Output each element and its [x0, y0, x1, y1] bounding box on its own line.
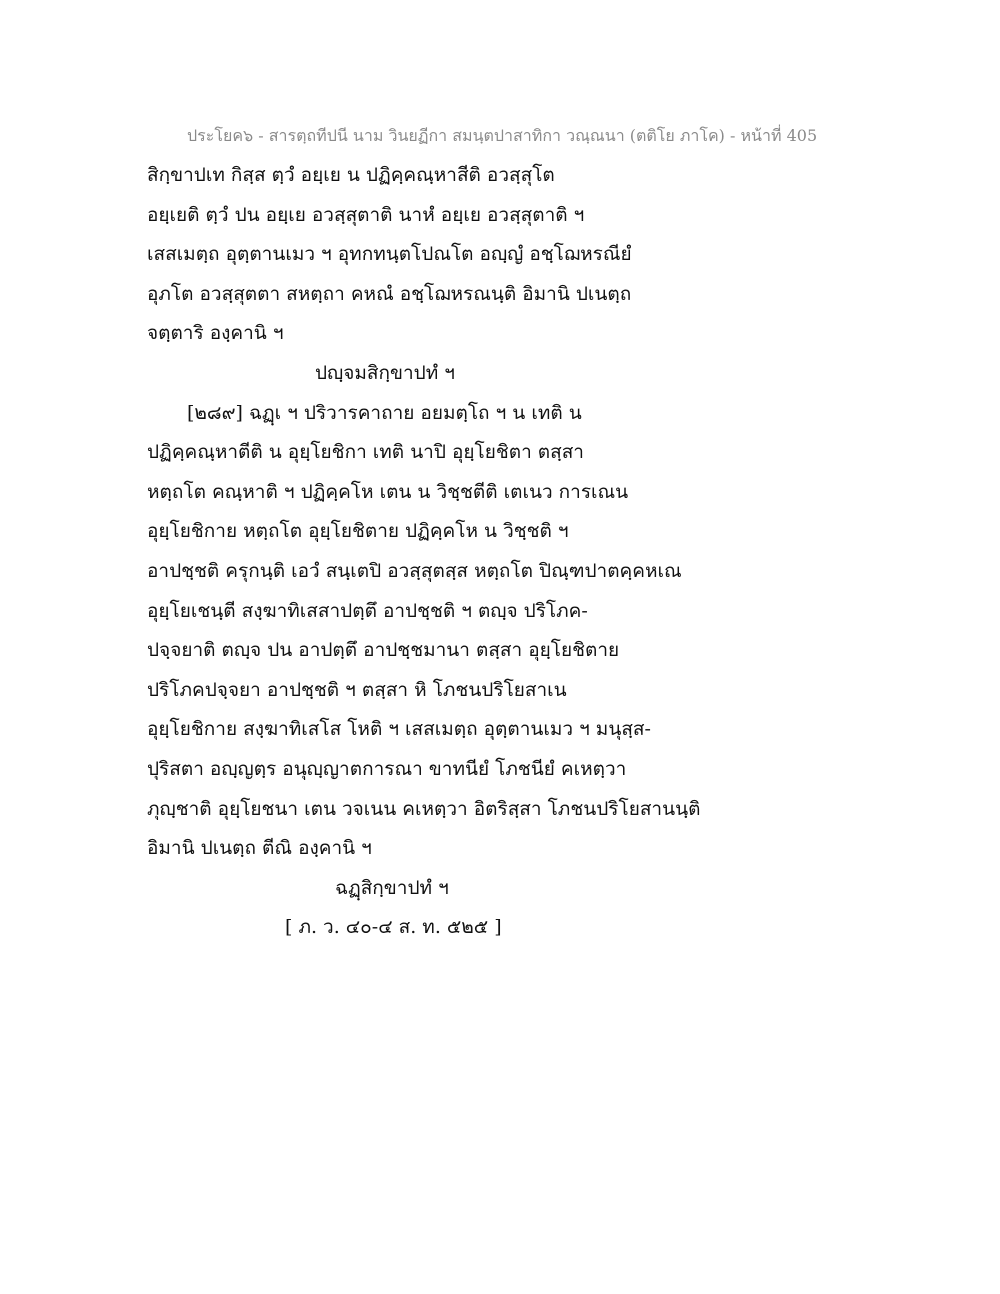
text-line: จตฺตาริ องฺคานิ ฯ: [147, 322, 284, 345]
text-line: ปฏิคฺคณฺหาตีติ น อุยฺโยชิกา เทติ นาปิ อุยฺโยชิตา ตสฺสา: [147, 441, 584, 464]
text-line: อยฺเยติ ตฺวํ ปน อยฺเย อวสฺสุตาติ นาหํ อยฺเย อวสฺสุตาติ ฯ: [147, 203, 585, 226]
text-line: อิมานิ ปเนตฺถ ตีณิ องฺคานิ ฯ: [147, 837, 372, 860]
section-title-5: ปญฺจมสิกฺขาปทํ ฯ: [315, 361, 455, 384]
paragraph-start: [๒๘๙] ฉฏฺเ ฯ ปริวารคาถาย อยมตฺโถ ฯ น เทติ น: [187, 401, 582, 424]
text-line: อุยฺโยชิกาย สงฺฆาทิเสโส โหติ ฯ เสสเมตฺถ อุตฺตานเมว ฯ มนุสฺส-: [147, 718, 651, 741]
text-line: ปริโภคปจฺจยา อาปชฺชติ ฯ ตสฺสา หิ โภชนปริโยสาเน: [147, 678, 567, 701]
text-line: สิกฺขาปเท กิสฺส ตฺวํ อยฺเย น ปฏิคฺคณฺหาสีติ อวสฺสุโต: [147, 164, 555, 186]
text-line: เสสเมตฺถ อุตฺตานเมว ฯ อุทกทนฺตโปณโต อญฺญํ อชฺโฌหรณียํ: [147, 243, 632, 266]
text-line: อุภโต อวสฺสุตตา สหตฺถา คหณํ อชฺโฌหรณนฺติ อิมานิ ปเนตฺถ: [147, 282, 632, 305]
text-line: อาปชฺชติ ครุกนฺติ เอวํ สนฺเตปิ อวสฺสุตสฺส หตฺถโต ปิณฺฑปาตคฺคหเณ: [147, 559, 682, 582]
text-line: อุยฺโยชิกาย หตฺถโต อุยฺโยชิตาย ปฏิคฺคโห น วิชฺชติ ฯ: [147, 520, 569, 543]
body-text: [147, 160, 867, 952]
reference-line: [ ภ. ว. ๔๐-๔ ส. ท. ๕๒๕ ]: [285, 916, 502, 939]
section-title-6: ฉฏฺสิกฺขาปทํ ฯ: [335, 876, 449, 899]
text-line: อุยฺโยเชนฺตี สงฺฆาทิเสสาปตฺตึ อาปชฺชติ ฯ ตญฺจ ปริโภค-: [147, 599, 588, 622]
text-line: หตฺถโต คณฺหาติ ฯ ปฏิคฺคโห เตน น วิชฺชตีติ เตเนว การเณน: [147, 480, 629, 503]
text-line: ภุญฺชาติ อุยฺโยชนา เตน วจเนน คเหตฺวา อิตริสฺสา โภชนปริโยสานนฺติ: [147, 797, 701, 820]
text-line: ปจฺจยาติ ตญฺจ ปน อาปตฺตึ อาปชฺชมานา ตสฺสา อุยฺโยชิตาย: [147, 639, 620, 662]
page-header: ประโยค๖ - สารตฺถทีปนี นาม วินยฏีกา สมนฺตปาสาทิกา วณฺณนา (ตติโย ภาโค) - หน้าที่ 405: [187, 126, 818, 145]
text-line: ปุริสตา อญฺญตฺร อนุญฺญาตการณา ขาทนียํ โภชนียํ คเหตฺวา: [147, 757, 627, 780]
